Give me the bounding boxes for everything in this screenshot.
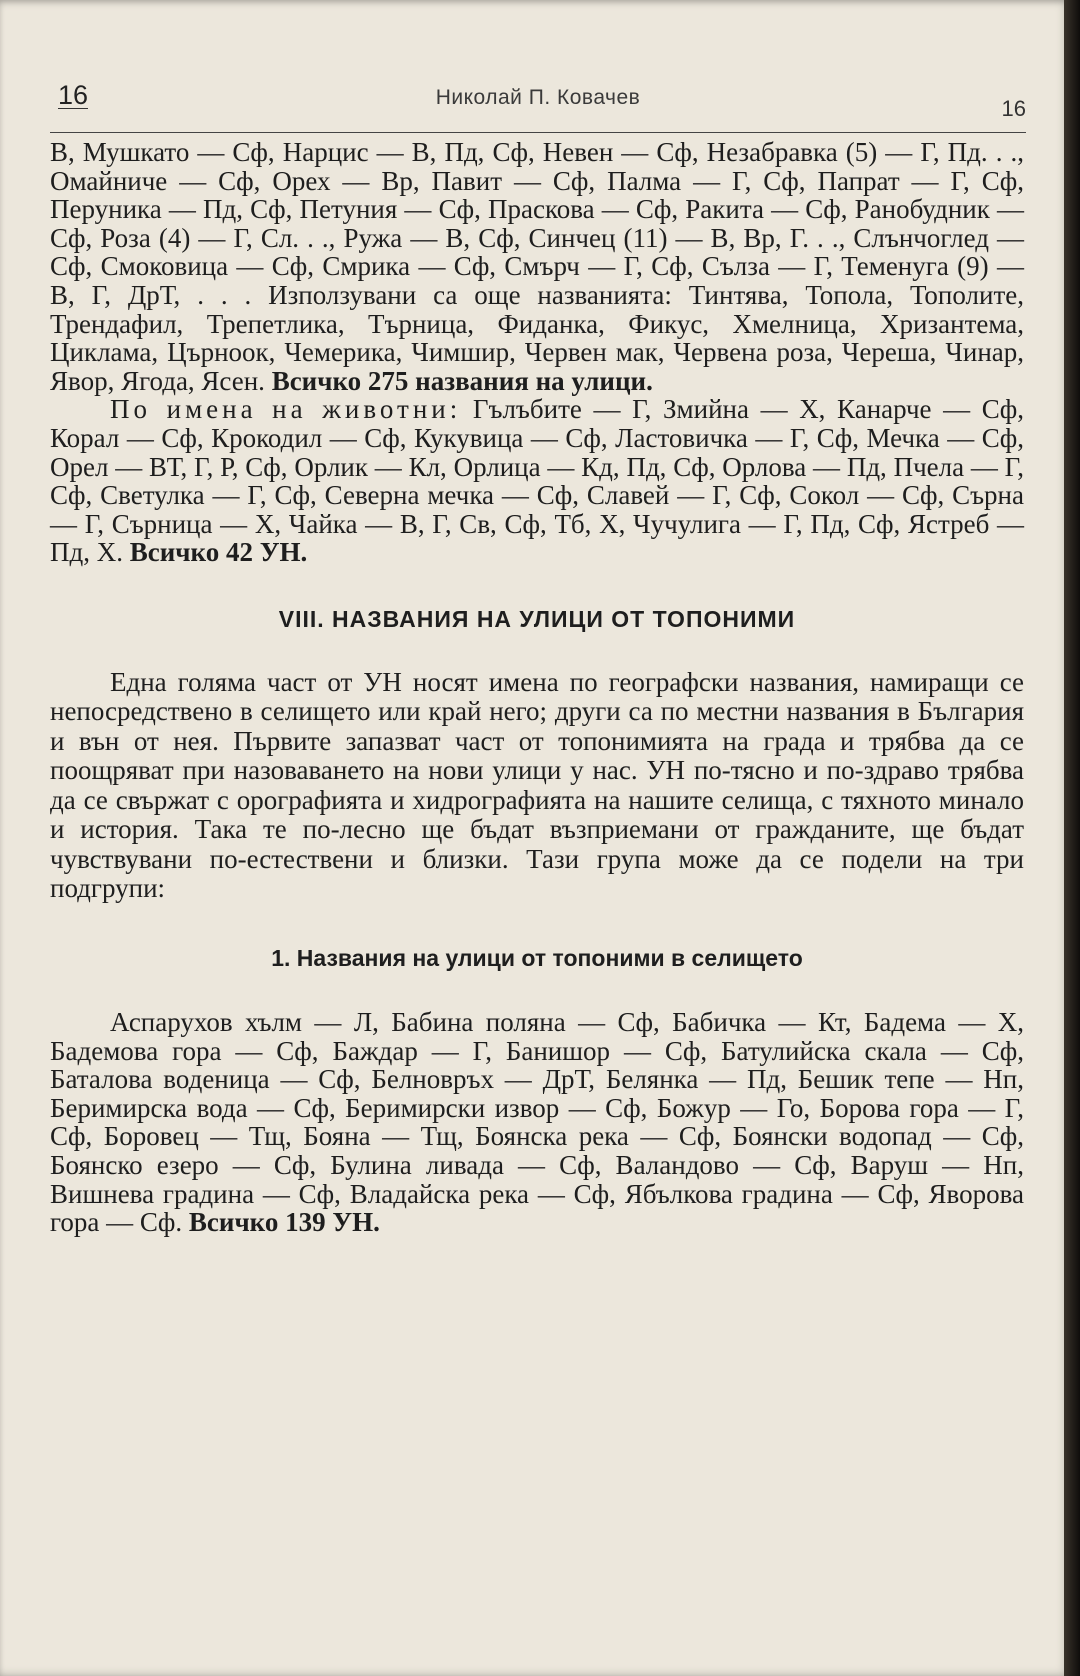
- paragraph-animals: [50, 395, 1024, 567]
- paragraph-local-toponyms: [50, 1008, 1024, 1237]
- page-number-left: 16: [58, 80, 89, 110]
- page-number-right: 16: [1001, 96, 1026, 121]
- local-toponyms-list: Аспарухов хълм — Л, Бабина поляна — Сф, Бабичка — Кт, Бадема — Х, Бадемова гора — Сф, Баждар — Г, Банишор — Сф, Батулийска скала — Сф, Баталова воденица — Сф, Белновръх — ДрТ, Белянка — Пд, Бешик тепе — Нп, Беримирска вода — Сф, Беримирски извор — Сф, Божур — Го, Борова гора — Г, Сф, Боровец — Тщ, Бояна — Тщ, Боянска река — Сф, Боянски водопад — Сф, Боянско езеро — Сф, Булина ливада — Сф, Валандово — Сф, Варуш — Нп, Вишнева градина — Сф, Владайска река — Сф, Ябълкова градина — Сф, Яворова гора — Сф.: [50, 1007, 1024, 1238]
- paragraph-plants: [50, 138, 1024, 395]
- page-header: [50, 76, 1026, 133]
- animals-list: Гълъбите — Г, Змийна — Х, Канарче — Сф, Корал — Сф, Крокодил — Сф, Кукувица — Сф, Ластовичка — Г, Сф, Мечка — Сф, Орел — ВТ, Г, Р, Сф, Орлик — Кл, Орлица — Кд, Пд, Сф, Орлова — Пд, Пчела — Г, Сф, Светулка — Г, Сф, Северна мечка — Сф, Славей — Г, Сф, Сокол — Сф, Сърна — Г, Сърница — Х, Чайка — В, Г, Св, Сф, Тб, Х, Чучулига — Г, Пд, Сф, Ястреб — Пд, Х.: [50, 394, 1024, 568]
- local-toponyms-total: Всичко 139 УН.: [188, 1207, 380, 1238]
- animals-total: Всичко 42 УН.: [129, 537, 308, 568]
- plants-total: Всичко 275 названия на улици.: [271, 365, 653, 396]
- subsection-heading: 1. Названия на улици от топоними в селището: [271, 944, 803, 971]
- section-heading: VIII. НАЗВАНИЯ НА УЛИЦИ ОТ ТОПОНИМИ: [278, 605, 796, 632]
- animals-lead: По имена на животни:: [110, 394, 462, 425]
- plants-list: В, Мушкато — Сф, Нарцис — В, Пд, Сф, Невен — Сф, Незабравка (5) — Г, Пд. . ., Омайниче — Сф, Орех — Вр, Павит — Сф, Палма — Г, Сф, Папрат — Г, Сф, Перуника — Пд, Сф, Петуния — Сф, Праскова — Сф, Ракита — Сф, Ранобудник — Сф, Роза (4) — Г, Сл. . ., Ружа — В, Сф, Синчец (11) — В, Вр, Г. . ., Слънчоглед — Сф, Смоковица — Сф, Смрика — Сф, Смърч — Г, Сф, Сълза — Г, Теменуга (9) — В, Г, ДрТ, . . . Използувани са още названията: Тинтява, Топола, Тополите, Трендафил, Трепетлика, Търница, Фиданка, Фикус, Хмелница, Хризантема, Циклама, Църноок, Чемерика, Чимшир, Червен мак, Червена роза, Череша, Чинар, Явор, Ягода, Ясен.: [50, 137, 1024, 396]
- book-binding-edge: [1064, 0, 1080, 1676]
- running-head: Николай П. Ковачев: [435, 86, 641, 109]
- paragraph-toponyms-intro: Една голяма част от УН носят имена по географски названия, намиращи се непосредствено в селището или край него; други са по местни названия в България и вън от нея. Първите запазват част от топонимията на града и трябва да се поощряват при назоваването на нови улици у нас. УН по-тясно и по-здраво трябва да се свържат с орографията и хидрографията на нашите селища, с тяхното минало и история. Така те по-лесно ще бъдат възприемани от гражданите, ще бъдат чувствувани по-естествени и близки. Тази група може да се подели на три подгрупи:: [50, 666, 1024, 903]
- page-body: [50, 138, 1024, 1237]
